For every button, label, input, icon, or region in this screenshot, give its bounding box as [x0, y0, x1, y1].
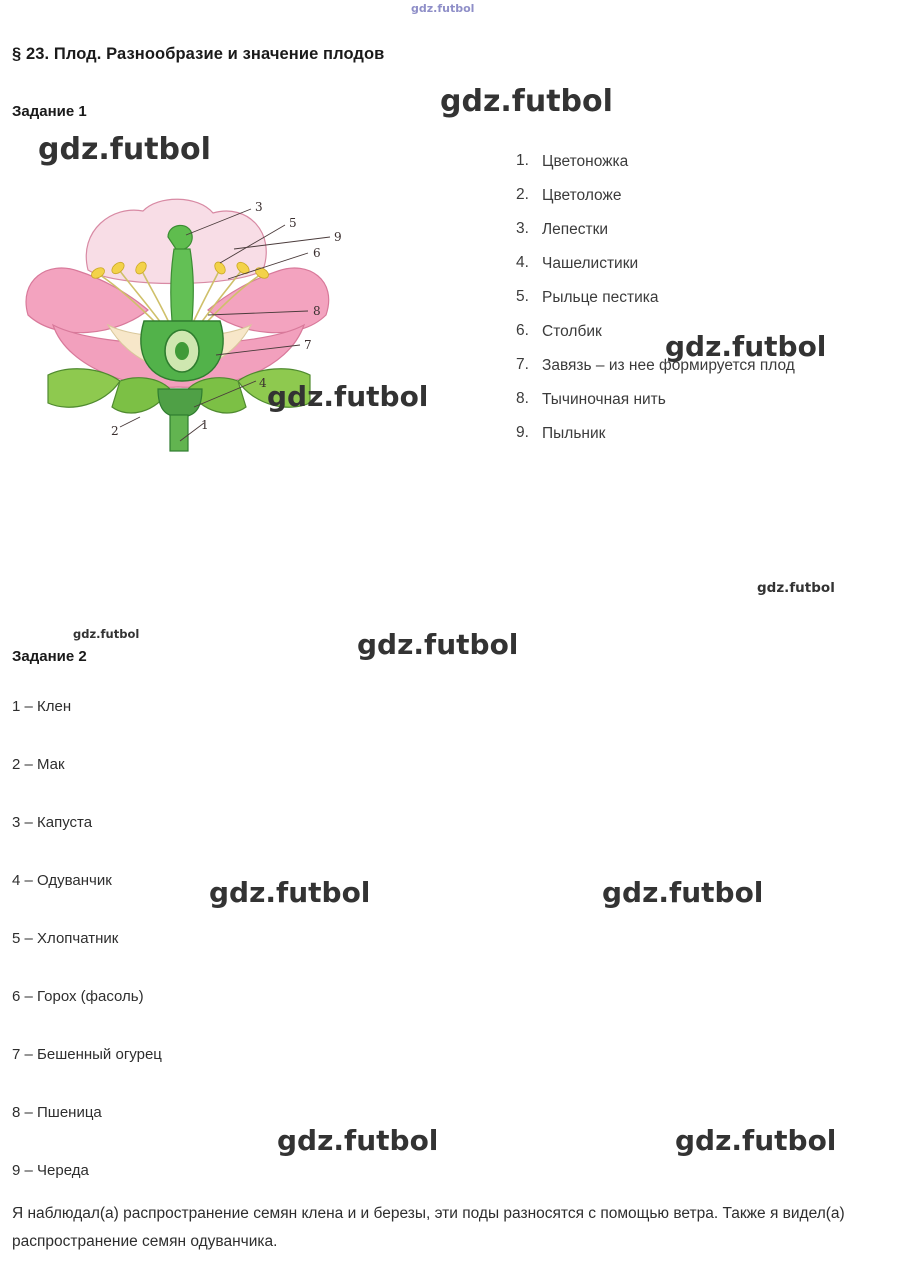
svg-text:6: 6 — [313, 246, 321, 260]
svg-text:8: 8 — [313, 304, 321, 318]
list-item: 3 – Капуста — [12, 814, 93, 831]
watermark-text: gdz.futbol — [73, 627, 140, 641]
list-item — [516, 152, 908, 172]
svg-text:4: 4 — [259, 376, 267, 390]
list-item-label: Рыльце пестика — [542, 289, 659, 306]
svg-text:5: 5 — [289, 216, 297, 230]
list-item-label: Столбик — [542, 323, 602, 340]
list-item-number: 5. — [516, 288, 529, 305]
flower-parts-list — [516, 152, 908, 458]
list-item: 9 – Череда — [12, 1162, 89, 1179]
list-item — [516, 254, 908, 274]
svg-text:1: 1 — [201, 418, 209, 432]
watermark-text: gdz.futbol — [602, 876, 764, 909]
list-item — [516, 288, 908, 308]
list-item-number: 3. — [516, 220, 529, 237]
watermark-text: gdz.futbol — [675, 1124, 837, 1157]
watermark-text: gdz.futbol — [357, 628, 519, 661]
watermark-text: gdz.futbol — [267, 380, 429, 413]
task-1-label: Задание 1 — [12, 103, 87, 120]
list-item-label: Чашелистики — [542, 255, 639, 272]
list-item: 8 – Пшеница — [12, 1104, 102, 1121]
watermark-text: gdz.futbol — [411, 2, 475, 15]
watermark-text: gdz.futbol — [665, 330, 827, 363]
list-item-label: Лепестки — [542, 221, 609, 238]
page-title: § 23. Плод. Разнообразие и значение плодов — [12, 45, 385, 63]
watermark-text: gdz.futbol — [277, 1124, 439, 1157]
list-item-number: 6. — [516, 322, 529, 339]
list-item-number: 8. — [516, 390, 529, 407]
list-item: 5 – Хлопчатник — [12, 930, 119, 947]
list-item: 2 – Мак — [12, 756, 65, 773]
list-item-number: 4. — [516, 254, 529, 271]
list-item — [516, 356, 908, 376]
list-item-number: 7. — [516, 356, 529, 373]
list-item-label: Тычиночная нить — [542, 391, 666, 408]
list-item-label: Пыльник — [542, 425, 606, 442]
list-item: 7 – Бешенный огурец — [12, 1046, 162, 1063]
list-item — [516, 322, 908, 342]
list-item — [516, 390, 908, 410]
list-item: 4 – Одуванчик — [12, 872, 112, 889]
list-item-number: 2. — [516, 186, 529, 203]
task-2-label: Задание 2 — [12, 648, 87, 665]
flower-diagram — [8, 175, 368, 455]
list-item-label: Цветоложе — [542, 187, 622, 204]
svg-text:2: 2 — [111, 424, 119, 438]
svg-text:9: 9 — [334, 230, 342, 244]
list-item — [516, 424, 908, 444]
plants-list — [12, 698, 272, 1220]
closing-paragraph: Я наблюдал(а) распространение семян клена и и березы, эти поды разносятся с помощью ветра. Также я видел(а) распространение семян одуванчика. — [12, 1205, 845, 1250]
svg-text:3: 3 — [255, 200, 263, 214]
list-item: 6 – Горох (фасоль) — [12, 988, 144, 1005]
list-item: 1 – Клен — [12, 698, 72, 715]
list-item-label: Завязь – из нее формируется плод — [542, 357, 795, 374]
watermark-text: gdz.futbol — [440, 84, 613, 119]
watermark-text: gdz.futbol — [209, 876, 371, 909]
watermark-text: gdz.futbol — [757, 580, 835, 596]
list-item — [516, 186, 908, 206]
svg-text:7: 7 — [304, 338, 312, 352]
watermark-text: gdz.futbol — [38, 132, 211, 167]
list-item-number: 1. — [516, 152, 529, 169]
list-item-label: Цветоножка — [542, 153, 629, 170]
list-item-number: 9. — [516, 424, 529, 441]
list-item — [516, 220, 908, 240]
